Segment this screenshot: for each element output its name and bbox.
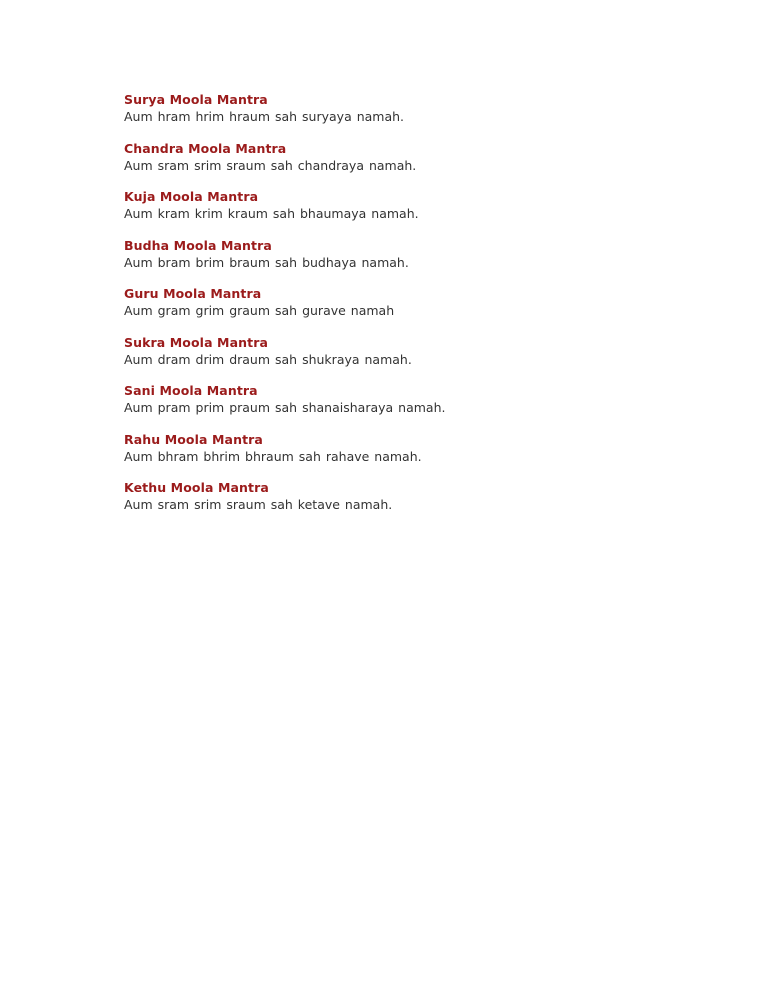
mantra-entry-guru	[124, 285, 724, 319]
mantra-text: Aum pram prim praum sah shanaisharaya namah.	[124, 400, 446, 415]
mantra-entry-sukra	[124, 334, 724, 368]
mantra-entry-chandra	[124, 140, 724, 174]
mantra-title: Rahu Moola Mantra	[124, 431, 263, 447]
mantra-entry-rahu	[124, 431, 724, 465]
mantra-entry-sani	[124, 382, 724, 416]
mantra-title: Chandra Moola Mantra	[124, 140, 287, 156]
mantra-title: Guru Moola Mantra	[124, 286, 262, 301]
mantra-text: Aum bram brim braum sah budhaya namah.	[124, 254, 409, 270]
mantra-text: Aum sram srim sraum sah chandraya namah.	[124, 157, 417, 173]
mantra-text: Aum hram hrim hraum sah suryaya namah.	[124, 109, 405, 124]
mantra-text: Aum gram grim graum sah gurave namah	[124, 303, 395, 318]
mantra-text: Aum dram drim draum sah shukraya namah.	[124, 351, 412, 367]
mantra-text: Aum kram krim kraum sah bhaumaya namah.	[124, 206, 419, 221]
mantra-title: Kuja Moola Mantra	[124, 189, 259, 204]
mantra-title: Surya Moola Mantra	[124, 92, 268, 107]
mantra-title: Budha Moola Mantra	[124, 237, 272, 253]
mantra-text: Aum bhram bhrim bhraum sah rahave namah.	[124, 448, 422, 464]
mantra-title: Sukra Moola Mantra	[124, 334, 268, 350]
mantra-title: Sani Moola Mantra	[124, 383, 258, 398]
mantra-entry-kuja	[124, 188, 724, 222]
mantra-title: Kethu Moola Mantra	[124, 480, 269, 495]
mantra-entry-kethu	[124, 479, 724, 513]
mantra-entry-budha	[124, 237, 724, 271]
mantra-text: Aum sram srim sraum sah ketave namah.	[124, 497, 393, 512]
document-page	[124, 91, 724, 528]
mantra-entry-surya	[124, 91, 724, 125]
